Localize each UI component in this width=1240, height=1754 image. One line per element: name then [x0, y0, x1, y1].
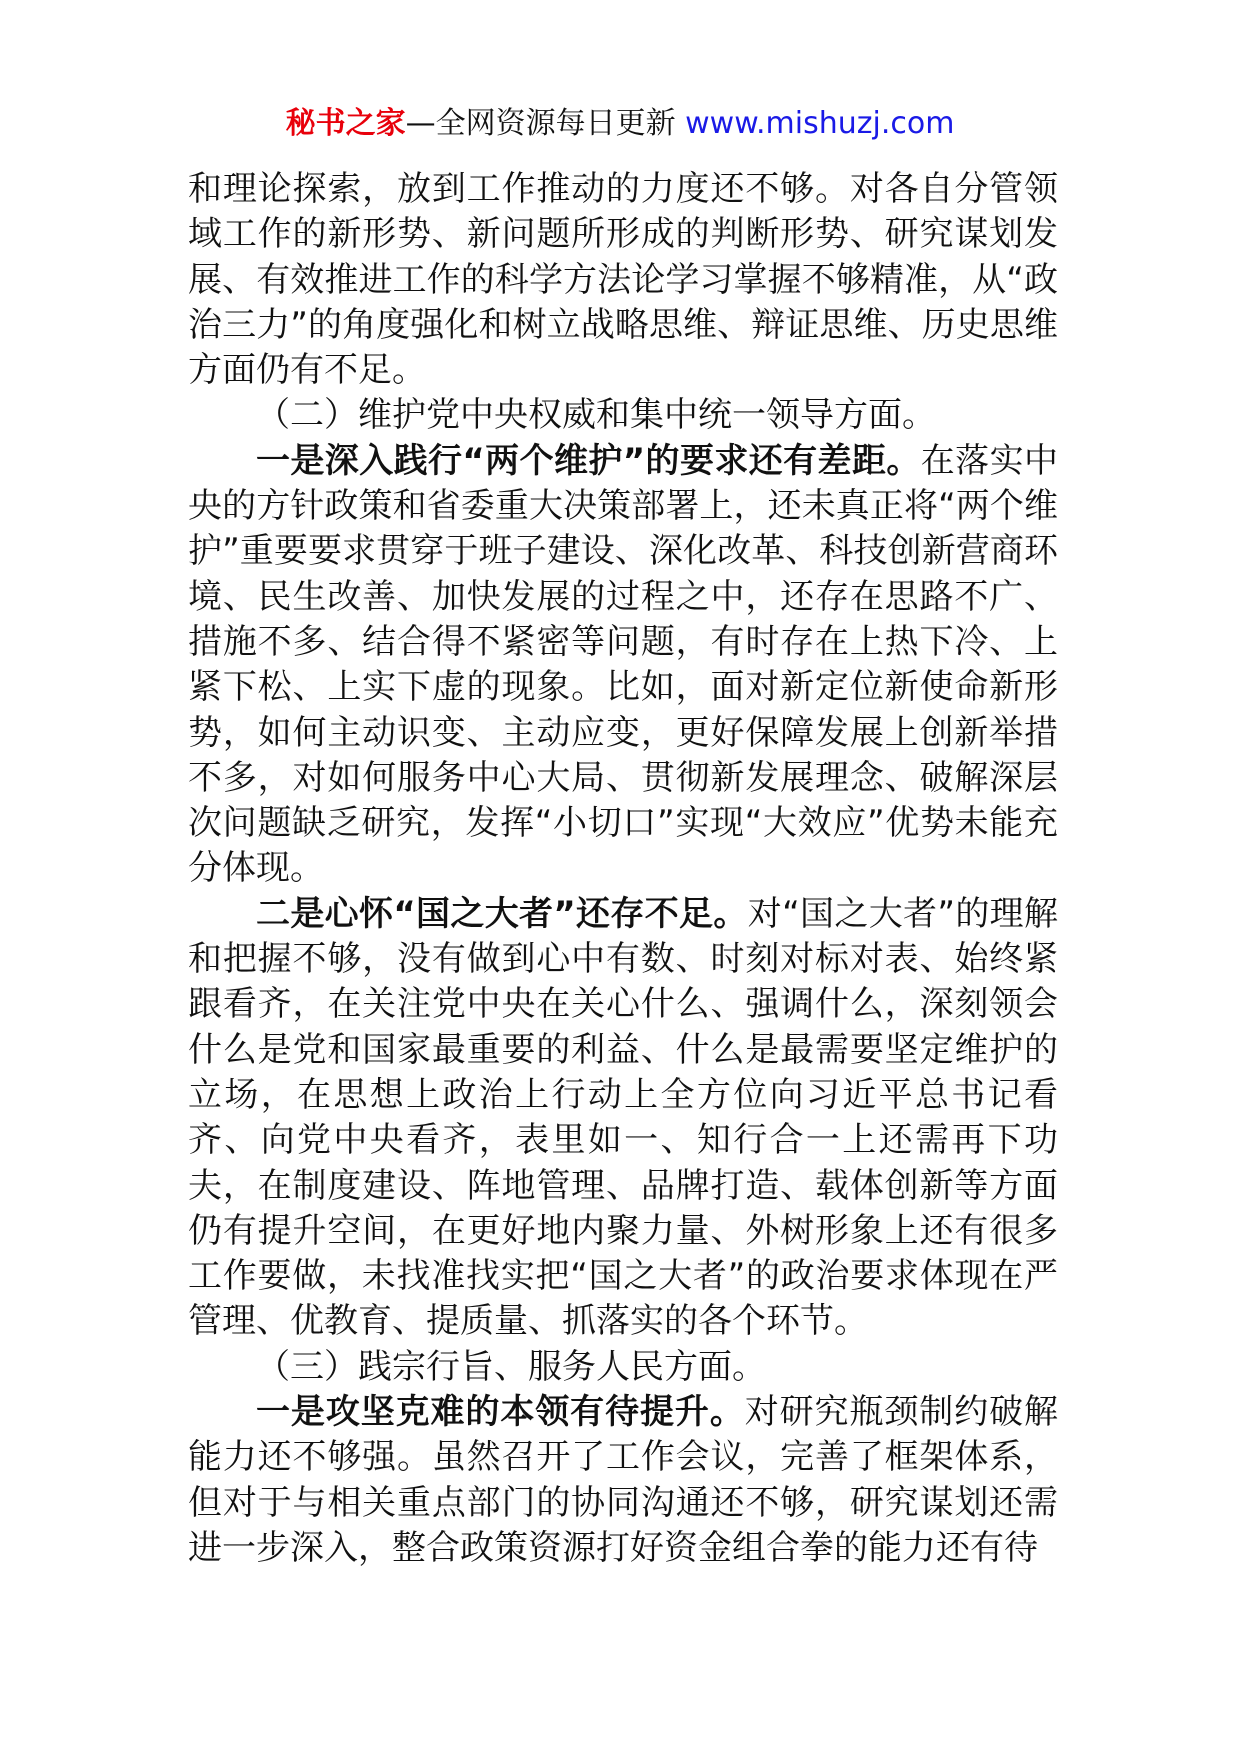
site-header	[0, 98, 1240, 150]
section-heading-3	[188, 1345, 1058, 1390]
section-heading-text: （三）践宗行旨、服务人民方面。	[256, 1346, 766, 1387]
site-brand: 秘书之家	[285, 106, 406, 141]
paragraph-text: 在落实中央的方针政策和省委重大决策部署上，还未真正将“两个维护”重要要求贯穿于班子建设、深化改革、科技创新营商环境、民生改善、加快发展的过程之中，还存在思路不广、措施不多、结合得不紧密等问题，有时存在上热下冷、上紧下松、上实下虚的现象。比如，面对新定位新使命新形势，如何主动识变、主动应变，更好保障发展上创新举措不多，对如何服务中心大局、贯彻新发展理念、破解深层次问题缺乏研究，发挥“小切口”实现“大效应”优势未能充分体现。	[188, 440, 1058, 889]
site-tagline: —全网资源每日更新	[405, 106, 686, 141]
section-heading-2	[188, 393, 1058, 438]
paragraph-text: 对“国之大者”的理解和把握不够，没有做到心中有数、时刻对标对表、始终紧跟看齐，在关注党中央在关心什么、强调什么，深刻领会什么是党和国家最重要的利益、什么是最需要坚定维护的立场，在思想上政治上行动上全方位向习近平总书记看齐、向党中央看齐，表里如一、知行合一上还需再下功夫，在制度建设、阵地管理、品牌打造、载体创新等方面仍有提升空间，在更好地内聚力量、外树形象上还有很多工作要做，未找准找实把“国之大者”的政治要求体现在严管理、优教育、提质量、抓落实的各个环节。	[188, 893, 1058, 1342]
paragraph-lead: 一是深入践行“两个维护”的要求还有差距。	[256, 440, 921, 481]
paragraph-point-2	[188, 892, 1058, 1345]
paragraph-point-3	[188, 1390, 1058, 1571]
paragraph-text: 和理论探索，放到工作推动的力度还不够。对各自分管领域工作的新形势、新问题所形成的判断形势、研究谋划发展、有效推进工作的科学方法论学习掌握不够精准，从“政治三力”的角度强化和树立战略思维、辩证思维、历史思维方面仍有不足。	[188, 169, 1058, 391]
paragraph-point-1	[188, 439, 1058, 892]
paragraph-lead: 二是心怀“国之大者”还存不足。	[256, 893, 748, 934]
paragraph-continuation	[188, 167, 1058, 393]
document-body	[188, 167, 1058, 1571]
paragraph-lead: 一是攻坚克难的本领有待提升。	[256, 1392, 745, 1433]
section-heading-text: （二）维护党中央权威和集中统一领导方面。	[256, 395, 936, 436]
paragraph-text: 对研究瓶颈制约破解能力还不够强。虽然召开了工作会议，完善了框架体系，但对于与相关重点部门的协同沟通还不够，研究谋划还需进一步深入，整合政策资源打好资金组合拳的能力还有待	[188, 1392, 1059, 1568]
site-url-link[interactable]: www.mishuzj.com	[685, 106, 955, 141]
